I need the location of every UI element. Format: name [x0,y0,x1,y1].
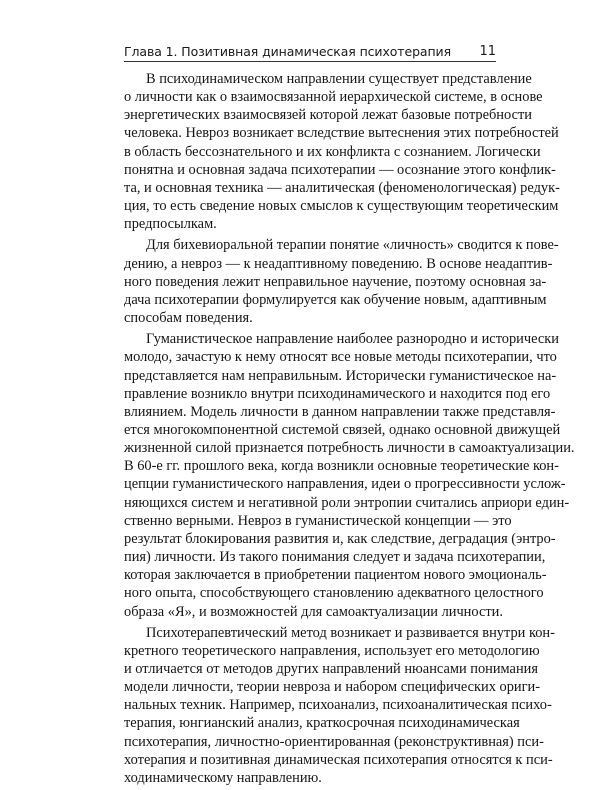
text-line: психотерапия, личностно-ориентированная (реконструктивная) пси- [124,733,544,750]
text-line: правление возникло внутри психодинамического и находится под его [124,385,551,402]
text-line: ного опыта, способствующего становлению адекватного целостного [124,585,544,602]
paragraph-method [124,624,555,787]
text-line: Гуманистическое направление наиболее разнородно и исторически [146,331,559,348]
text-line: образа «Я», и возможностей для самоактуализации личности. [124,603,503,620]
text-line: и отличается от методов других направлений нюансами понимания [124,661,538,677]
text-line: кретного теоретического направления, использует его методологию [124,642,540,659]
text-line: жизненной силой признается потребность личности в самоактуализации. [124,440,575,457]
text-line: Для бихевиоральной терапии понятие «личность» сводится к пове- [146,237,559,254]
text-line: нальных техник. Например, психоанализ, психоаналитическая психо- [124,697,552,714]
chapter-title: Глава 1. Позитивная динамическая психотерапия [124,44,451,59]
text-line: представляется нам неправильным. Исторически гуманистическое на- [124,367,557,384]
text-line: ственно верными. Невроз в гуманистической концепции — это [124,512,512,529]
text-line: терапия, юнгианский анализ, краткосрочная психодинамическая [124,715,520,732]
paragraph-behavioral [124,236,559,327]
text-line: в область бессознательного и их конфликта с сознанием. Логически [124,143,541,160]
text-line: о личности как о взаимосвязанной иерархической системе, в основе [124,89,543,106]
page-number: 11 [479,44,496,59]
text-line: предпосылкам. [124,216,217,233]
text-line: влиянием. Модель личности в данном направлении также представля- [124,403,556,420]
text-line: молодо, зачастую к нему относят все новые методы психотерапии, что [124,349,557,366]
text-line: ного поведения лежит неправильное научение, поэтому основная за- [124,273,547,290]
text-line: цепции гуманистического направления, идеи о прогрессивности услож- [124,476,566,493]
text-line: ется многокомпонентной системой связей, однако основной движущей [124,421,561,438]
text-line: та, и основная техника — аналитическая (феноменологическая) редук- [124,179,560,196]
text-line: человека. Невроз возникает вследствие вытеснения этих потребностей [124,125,559,142]
text-line: В 60-е гг. прошлого века, когда возникли основные теоретические кон- [124,458,559,475]
running-head [124,37,496,59]
text-line: ция, то есть сведение новых смыслов к существующим теоретическим [124,198,559,215]
text-line: Психотерапевтический метод возникает и развивается внутри кон- [146,624,555,641]
text-line: результат блокирования развития и, как следствие, деградация (энтро- [124,530,556,547]
text-line: няющихся систем и негативной роли энтропии считались априори един- [124,494,570,511]
text-line: модели личности, теории невроза и набором специфических ориги- [124,679,541,696]
text-line: В психодинамическом направлении существует представление [146,71,532,87]
text-line: пия) личности. Из такого понимания следует и задача психотерапии, [124,549,546,566]
text-line: дача психотерапии формулируется как обучение новым, адаптивным [124,291,547,308]
paragraph-psychodynamic [124,70,560,233]
text-line: способам поведения. [124,310,253,327]
text-line: ходинамическому направлению. [124,769,322,786]
text-line: понятна и основная задача психотерапии — осознание этого конфлик- [124,161,556,178]
header-rule [124,61,496,62]
body-text [124,70,575,790]
text-line: дению, а невроз — к неадаптивному поведению. В основе неадаптив- [124,255,553,272]
text-line: хотерапия и позитивная динамическая психотерапия относятся к пси- [124,751,553,768]
paragraph-humanistic [124,330,575,621]
text-line: которая заключается в приобретении пациентом нового эмоциональ- [124,567,547,584]
text-line: энергетических взаимосвязей которой лежат базовые потребности [124,107,532,124]
